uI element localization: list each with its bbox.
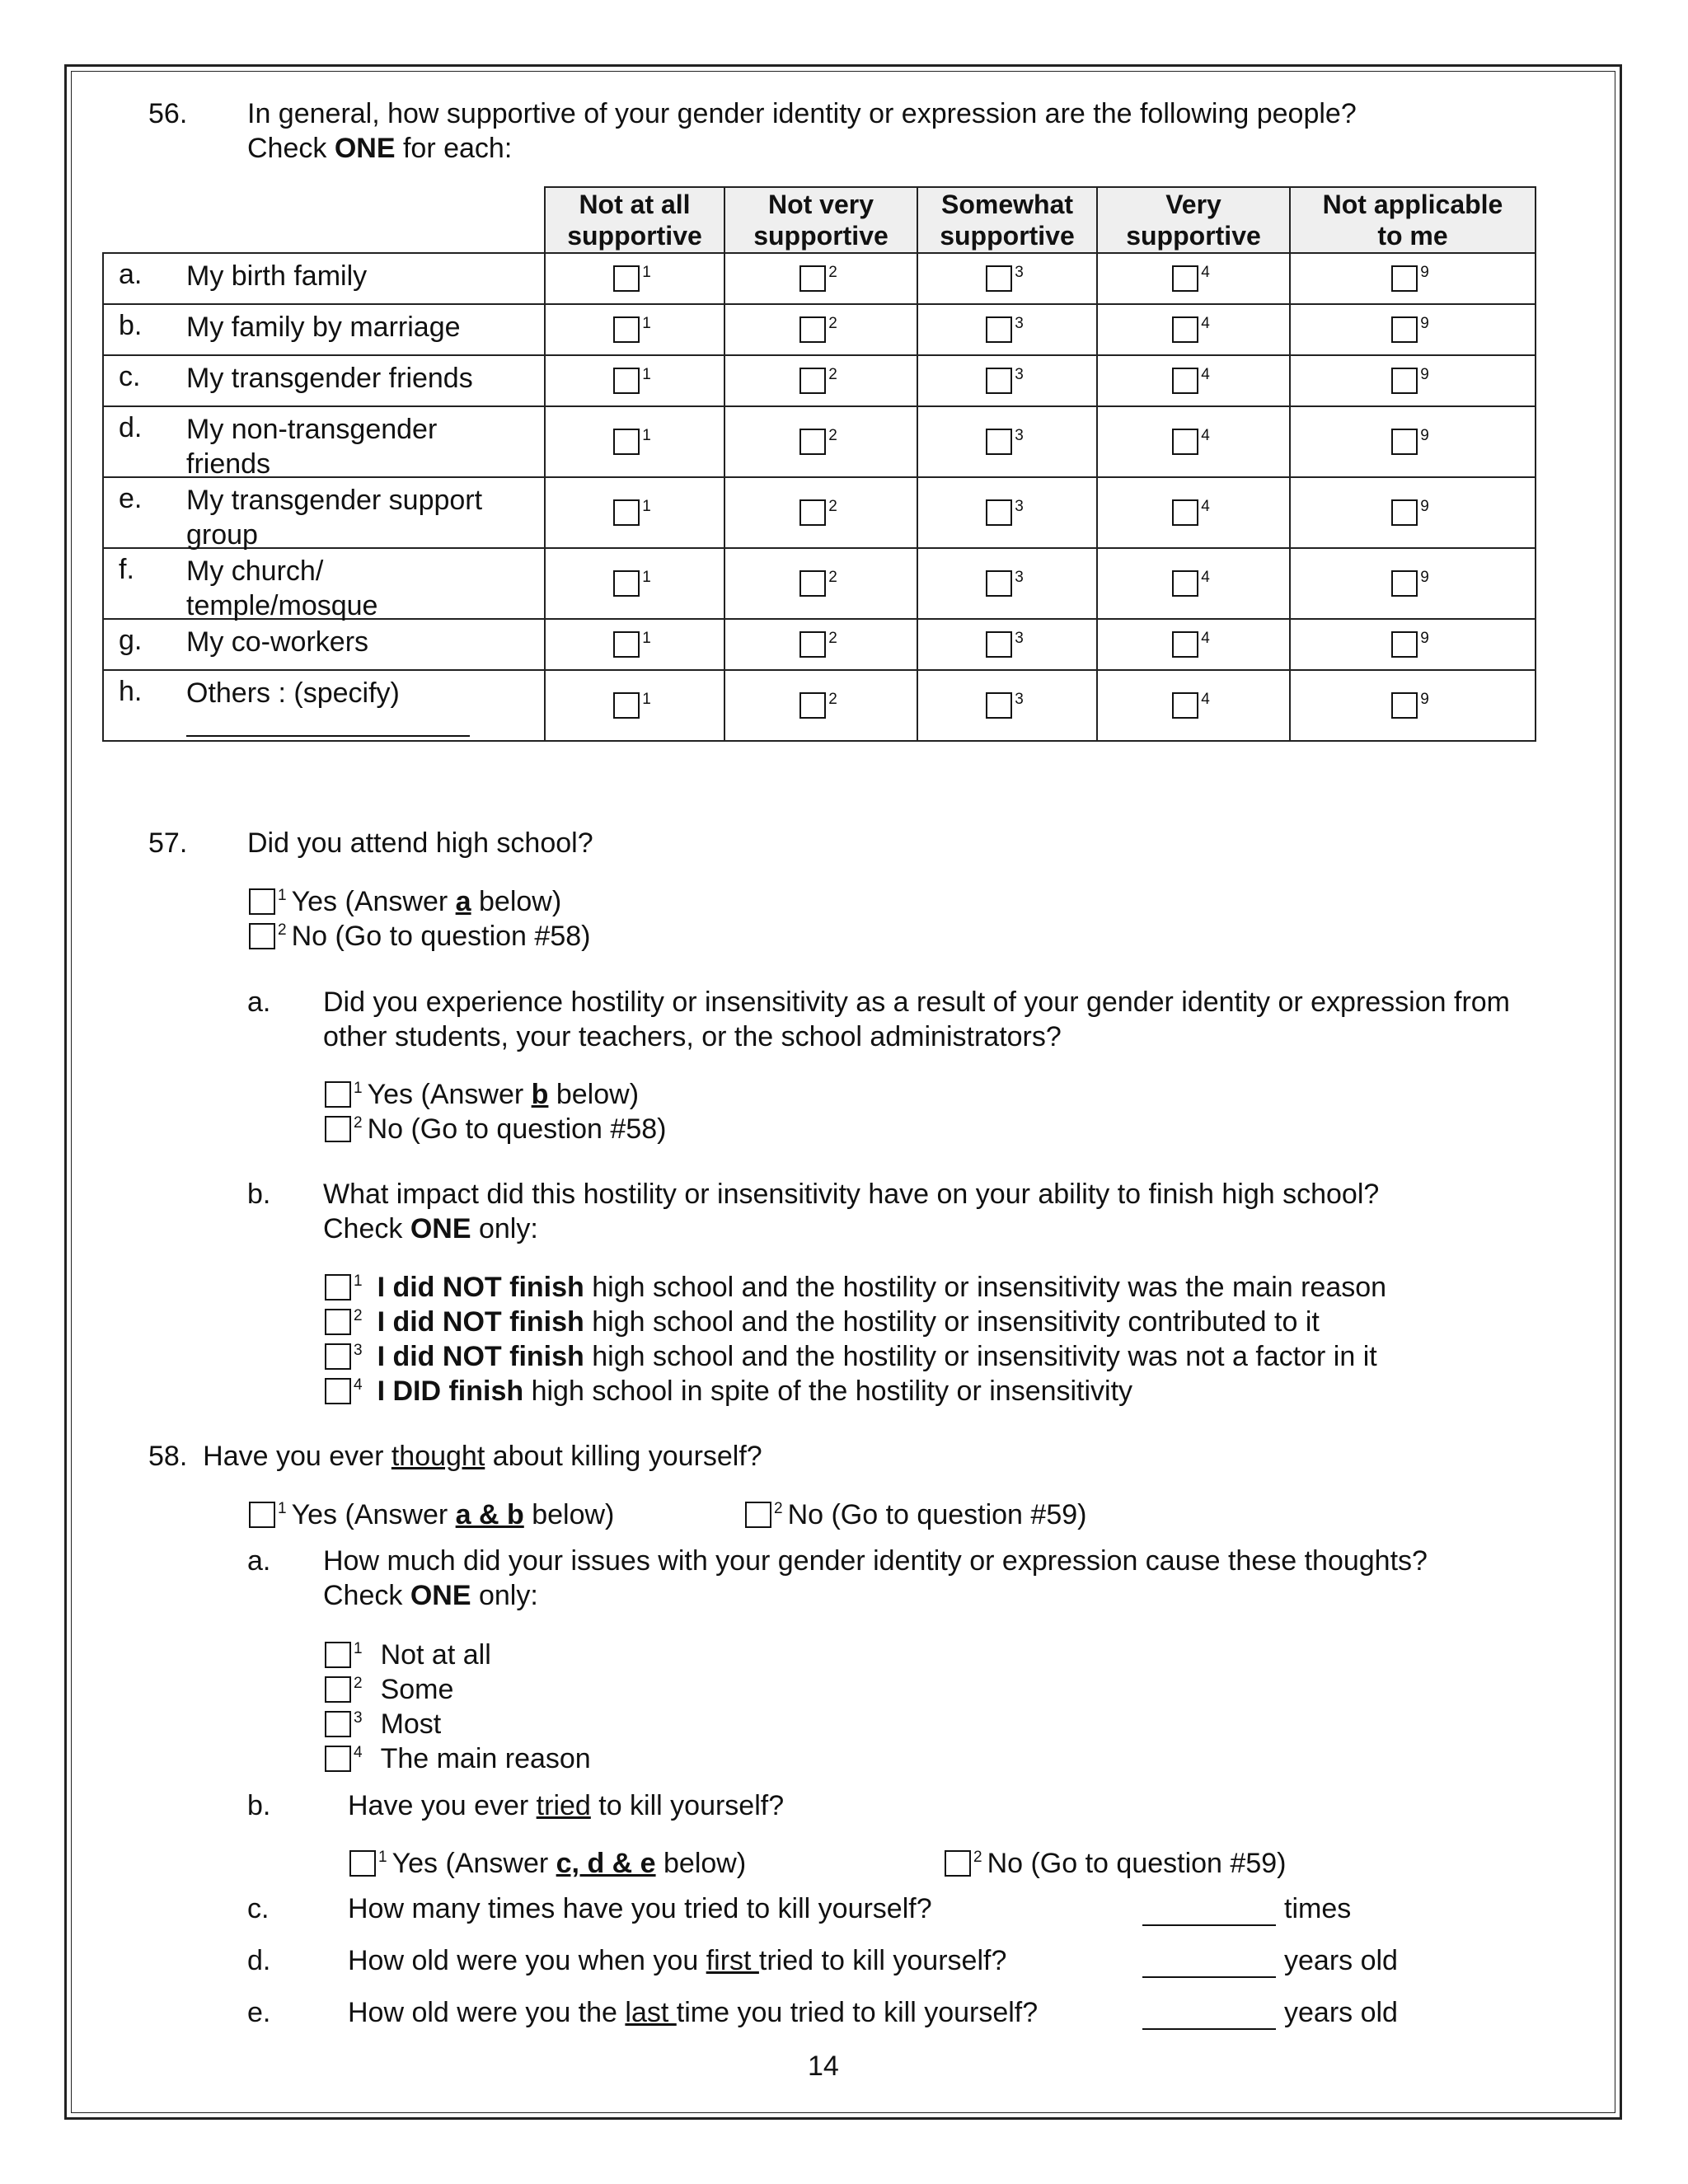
- q57a-option-yes[interactable]: $^1$ Yes (Answer b below): [325, 1071, 639, 1112]
- q58c-letter: c.: [247, 1893, 270, 1924]
- checkbox[interactable]: [325, 1116, 351, 1142]
- page-number: 14: [808, 2050, 839, 2082]
- checkbox[interactable]: [1391, 316, 1418, 343]
- q58d-letter: d.: [247, 1945, 271, 1976]
- checkbox[interactable]: [745, 1502, 771, 1528]
- checkbox[interactable]: [325, 1676, 351, 1703]
- checkbox[interactable]: [1172, 570, 1198, 597]
- first-age-blank[interactable]: [1142, 1945, 1276, 1978]
- q58a-option-3[interactable]: $^3$ Most: [325, 1701, 441, 1741]
- checkbox[interactable]: [1391, 499, 1418, 526]
- table-row: f. My church/ temple/mosque $^1$ $^2$ $^3$ $^4$ $^9$: [103, 548, 1536, 619]
- checkbox[interactable]: [986, 429, 1012, 455]
- q58d-question: How old were you when you first tried to kill yourself?: [348, 1945, 1007, 1976]
- checkbox[interactable]: [325, 1642, 351, 1668]
- checkbox[interactable]: [986, 631, 1012, 658]
- checkbox[interactable]: [1391, 631, 1418, 658]
- q58a-option-4[interactable]: $^4$ The main reason: [325, 1736, 591, 1776]
- q57a-question-line1: Did you experience hostility or insensitivity as a result of your gender identity or expression from: [323, 987, 1511, 1018]
- q58e-unit: years old: [1284, 1997, 1398, 2028]
- checkbox[interactable]: [325, 1343, 351, 1370]
- q58-option-no[interactable]: $^2$ No (Go to question #59): [745, 1492, 1086, 1532]
- q56-question: In general, how supportive of your gender identity or expression are the following people?: [247, 98, 1357, 129]
- table-row: c. My transgender friends $^1$ $^2$ $^3$ $^4$ $^9$: [103, 355, 1536, 406]
- column-header-not-applicable: Not applicable to me: [1290, 187, 1536, 253]
- q58e-letter: e.: [247, 1997, 271, 2028]
- q57b-question: What impact did this hostility or insensitivity have on your ability to finish high school?: [323, 1179, 1380, 1210]
- table-row: a. My birth family $^1$ $^2$ $^3$ $^4$ $^9$: [103, 253, 1536, 304]
- q57a-letter: a.: [247, 987, 271, 1018]
- q58b-letter: b.: [247, 1790, 271, 1821]
- row-label: g. My co-workers: [103, 619, 545, 670]
- checkbox[interactable]: [613, 692, 640, 719]
- q57-question: Did you attend high school?: [247, 827, 593, 859]
- q58a-option-1[interactable]: $^1$ Not at all: [325, 1632, 491, 1672]
- checkbox[interactable]: [325, 1746, 351, 1772]
- q56-support-table: [102, 186, 1536, 742]
- checkbox[interactable]: [613, 429, 640, 455]
- q57b-option-2[interactable]: $^2$ I did NOT finish high school and the hostility or insensitivity contributed to it: [325, 1299, 1320, 1339]
- q57b-option-4[interactable]: $^4$ I DID finish high school in spite of the hostility or insensitivity: [325, 1368, 1132, 1408]
- q57a-question-line2: other students, your teachers, or the school administrators?: [323, 1021, 1062, 1052]
- q58-question: 58. Have you ever thought about killing yourself?: [148, 1441, 762, 1472]
- checkbox[interactable]: [613, 265, 640, 292]
- checkbox[interactable]: [249, 923, 275, 949]
- checkbox[interactable]: [799, 499, 826, 526]
- table-corner: [103, 187, 545, 253]
- checkbox[interactable]: [986, 499, 1012, 526]
- row-label: e. My transgender support group: [103, 477, 545, 548]
- checkbox[interactable]: [1172, 265, 1198, 292]
- checkbox[interactable]: [1172, 631, 1198, 658]
- checkbox[interactable]: [325, 1309, 351, 1335]
- row-label: d. My non-transgender friends: [103, 406, 545, 477]
- checkbox[interactable]: [1391, 692, 1418, 719]
- q58d-unit: years old: [1284, 1945, 1398, 1976]
- checkbox[interactable]: [986, 570, 1012, 597]
- q58a-letter: a.: [247, 1545, 271, 1577]
- q58c-question: How many times have you tried to kill yourself?: [348, 1893, 932, 1924]
- checkbox[interactable]: [349, 1850, 376, 1877]
- checkbox[interactable]: [799, 570, 826, 597]
- checkbox[interactable]: [799, 631, 826, 658]
- checkbox[interactable]: [799, 368, 826, 394]
- column-header-somewhat: Somewhat supportive: [917, 187, 1097, 253]
- checkbox[interactable]: [986, 692, 1012, 719]
- row-label: f. My church/ temple/mosque: [103, 548, 545, 619]
- q57b-option-3[interactable]: $^3$ I did NOT finish high school and the hostility or insensitivity was not a factor in it: [325, 1333, 1377, 1374]
- checkbox[interactable]: [613, 570, 640, 597]
- checkbox[interactable]: [799, 429, 826, 455]
- q57a-option-no[interactable]: $^2$ No (Go to question #58): [325, 1106, 666, 1146]
- q58a-question: How much did your issues with your gender identity or expression cause these thoughts?: [323, 1545, 1428, 1577]
- table-row: b. My family by marriage $^1$ $^2$ $^3$ $^4$ $^9$: [103, 304, 1536, 355]
- q57-number: 57.: [148, 827, 188, 859]
- q58b-option-yes[interactable]: $^1$ Yes (Answer c, d & e below): [349, 1840, 746, 1881]
- q57b-option-1[interactable]: $^1$ I did NOT finish high school and the hostility or insensitivity was the main reason: [325, 1264, 1386, 1305]
- checkbox[interactable]: [613, 631, 640, 658]
- table-row: g. My co-workers $^1$ $^2$ $^3$ $^4$ $^9$: [103, 619, 1536, 670]
- checkbox[interactable]: [986, 316, 1012, 343]
- q57b-instruction: Check ONE only:: [323, 1213, 538, 1244]
- checkbox[interactable]: [799, 316, 826, 343]
- row-label: a. My birth family: [103, 253, 545, 304]
- checkbox[interactable]: [1391, 429, 1418, 455]
- specify-blank[interactable]: [186, 710, 470, 737]
- checkbox[interactable]: [325, 1378, 351, 1404]
- q58-option-yes[interactable]: $^1$ Yes (Answer a & b below): [249, 1492, 614, 1532]
- q57-option-yes[interactable]: $^1$ Yes (Answer a below): [249, 879, 561, 919]
- checkbox[interactable]: [1391, 368, 1418, 394]
- column-header-very: Very supportive: [1097, 187, 1290, 253]
- last-age-blank[interactable]: [1142, 1997, 1276, 2030]
- checkbox[interactable]: [1172, 499, 1198, 526]
- checkbox[interactable]: [1391, 570, 1418, 597]
- checkbox[interactable]: [945, 1850, 971, 1877]
- checkbox[interactable]: [1172, 316, 1198, 343]
- q58b-option-no[interactable]: $^2$ No (Go to question #59): [945, 1840, 1286, 1881]
- column-header-not-very: Not very supportive: [724, 187, 917, 253]
- table-row: d. My non-transgender friends $^1$ $^2$ $^3$ $^4$ $^9$: [103, 406, 1536, 477]
- checkbox[interactable]: [986, 265, 1012, 292]
- checkbox[interactable]: [799, 692, 826, 719]
- q58a-instruction: Check ONE only:: [323, 1580, 538, 1611]
- checkbox[interactable]: [613, 316, 640, 343]
- checkbox[interactable]: [249, 888, 275, 915]
- column-header-not-at-all: Not at all supportive: [545, 187, 724, 253]
- checkbox[interactable]: [1391, 265, 1418, 292]
- checkbox[interactable]: [325, 1711, 351, 1737]
- checkbox[interactable]: [325, 1274, 351, 1301]
- q58a-option-2[interactable]: $^2$ Some: [325, 1666, 453, 1707]
- checkbox[interactable]: [1172, 368, 1198, 394]
- checkbox[interactable]: [986, 368, 1012, 394]
- table-row: h. Others : (specify) $^1$ $^2$ $^3$ $^4$ $^9$: [103, 670, 1536, 741]
- q56-number: 56.: [148, 98, 188, 129]
- row-label: h. Others : (specify): [103, 670, 545, 741]
- times-blank[interactable]: [1142, 1893, 1276, 1926]
- checkbox[interactable]: [799, 265, 826, 292]
- q56-instruction: Check ONE for each:: [247, 133, 513, 164]
- checkbox[interactable]: [325, 1081, 351, 1108]
- row-label: c. My transgender friends: [103, 355, 545, 406]
- checkbox[interactable]: [1172, 429, 1198, 455]
- checkbox[interactable]: [249, 1502, 275, 1528]
- q58c-unit: times: [1284, 1893, 1352, 1924]
- checkbox[interactable]: [613, 499, 640, 526]
- q57b-letter: b.: [247, 1179, 271, 1210]
- q58b-question: Have you ever tried to kill yourself?: [348, 1790, 785, 1821]
- q58e-question: How old were you the last time you tried to kill yourself?: [348, 1997, 1039, 2028]
- q57-option-no[interactable]: $^2$ No (Go to question #58): [249, 913, 590, 954]
- checkbox[interactable]: [1172, 692, 1198, 719]
- row-label: b. My family by marriage: [103, 304, 545, 355]
- table-row: e. My transgender support group $^1$ $^2$ $^3$ $^4$ $^9$: [103, 477, 1536, 548]
- checkbox[interactable]: [613, 368, 640, 394]
